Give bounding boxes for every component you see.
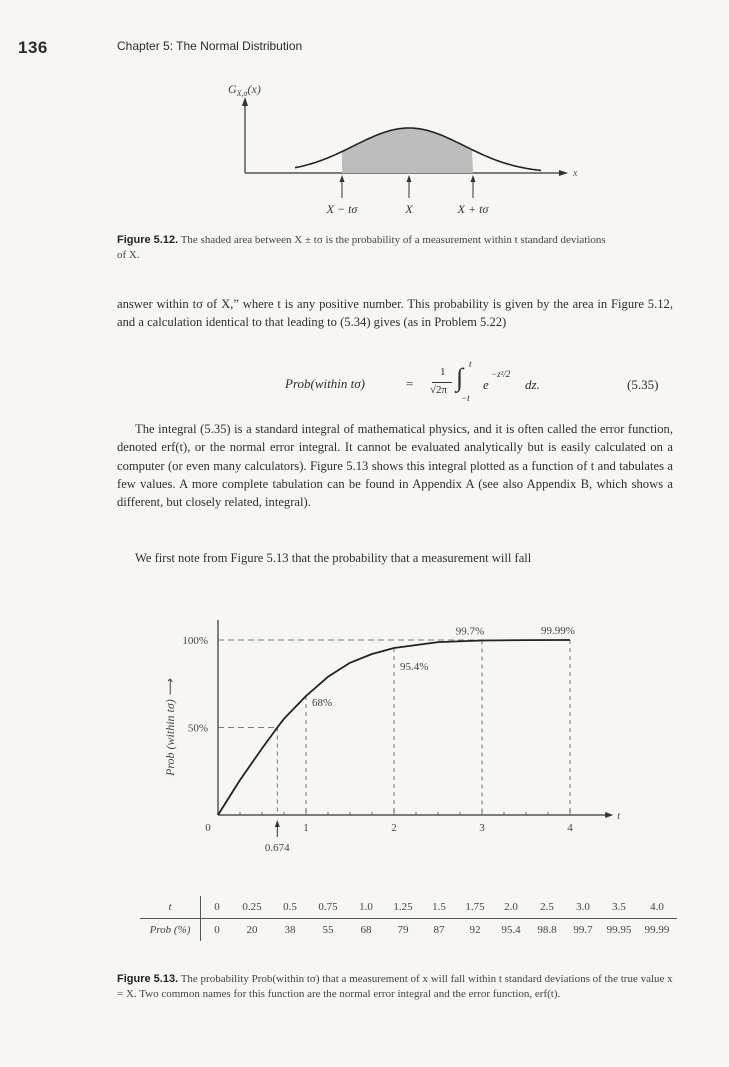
table-cell: 0 [214,924,220,936]
eq-lower-limit: −t [461,393,470,403]
table-cell: 1.75 [465,901,485,913]
paragraph-1: answer within tσ of X,” where t is any positive number. This probability is given by the area in Figure 5.12, and a calculation identical to that leading to (5.34) gives (as in Problem 5.22) [117,297,673,330]
table-cell: 87 [433,924,445,936]
table-cell: 92 [469,924,481,936]
x-tick-label: 2 [391,822,397,834]
table-cell: 3.0 [576,901,590,913]
y-axis-label: Prob (within tσ) ⟶ [163,678,177,777]
table-cell: 68 [360,924,372,936]
eq-lhs: Prob(within tσ) [285,376,365,391]
fig512-xlabel: x [573,168,578,179]
figure-5-13-label: Figure 5.13. [117,973,179,985]
page-number: 136 [18,38,48,57]
y-tick-label: 100% [182,635,208,647]
chart-layer [163,620,620,854]
running-head-chapter: Chapter 5: The Normal Distribution [117,39,303,53]
eq-integral-sign: ∫ [456,363,464,392]
table-cell: 55 [322,924,334,936]
paragraph-2: The integral (5.35) is a standard integral of mathematical physics, and it is often called the error function, denoted erf(t), or the normal error integral. It cannot be evaluated analytically but is easily calculated on a computer (or even many calculators). Figure 5.13 shows this integral plotted as a function of t and tabulates a few values. A more complete tabulation can be found in Appendix A (see also Appendix B, which shows a different, but closely related, integral). [117,422,673,510]
table-cell: 0.25 [242,901,262,913]
marker-0674-label: 0.674 [264,842,290,854]
fig512-mark-center-arrow [407,175,412,182]
values-table [140,896,677,941]
table-cell: 1.5 [432,901,446,913]
x-tick-label: 0 [205,822,211,834]
eq-number: (5.35) [627,377,659,392]
fig512-label-center: X [405,202,413,216]
table-cell: 98.8 [537,924,557,936]
table-cell: 20 [246,924,258,936]
eq-frac-num: 1 [440,366,446,378]
fig512-x-arrow [559,170,568,176]
table-cell: 0.75 [318,901,338,913]
marker-0674-arrow [275,820,280,827]
eq-equals: = [406,376,414,391]
fig512-mark-right-arrow [471,175,476,182]
figure-5-12-gaussian [0,0,729,240]
fig512-label-left: X − tσ [326,202,358,216]
figure-5-13-caption [117,972,677,1002]
table-cell: 99.7 [573,924,593,936]
table-cell: 99.95 [606,924,632,936]
table-row-t [140,896,677,919]
annotation-label: 95.4% [400,661,429,674]
figure-5-12-label: Figure 5.12. [117,234,179,246]
fig512-label-right: X + tσ [457,202,489,216]
paragraph-3: We first note from Figure 5.13 that the probability that a measurement will fall [135,551,532,565]
table-cell: 0 [214,901,220,913]
table-cell: 1.25 [393,901,413,913]
x-axis-label: t [617,811,620,822]
table-cell: 4.0 [650,901,664,913]
table-cell: 99.99 [644,924,670,936]
annotation-label: 99.99% [541,625,575,638]
fig512-ylabel: $G_{X,\sigma}(x)$ [228,82,261,98]
table-cell: 2.5 [540,901,554,913]
figure-5-12-caption [117,233,617,263]
eq-dz: dz. [525,377,540,392]
table-row-label: Prob (%) [140,919,201,942]
fig512-mark-left-arrow [340,175,345,182]
figure-5-13-chart [0,590,729,870]
eq-upper-limit: t [469,359,472,369]
table-cell: 79 [397,924,409,936]
table-cell: 38 [284,924,296,936]
table-row-label: t [140,896,201,919]
eq-frac-bar [432,382,452,383]
fig512-y-arrow [242,97,248,106]
x-tick-label: 4 [567,822,573,834]
annotation-label: 68% [312,697,333,709]
table-cell: 2.0 [504,901,518,913]
x-tick-label: 1 [303,822,309,834]
table-cell: 95.4 [501,924,521,936]
table-cell: 3.5 [612,901,626,913]
eq-integrand: e [483,377,489,392]
table-row-prob [140,919,677,942]
figure-5-13-caption-text: The probability Prob(within tσ) that a measurement of x will fall within t standard deviations of the true value x = X. Two common names for this function are the normal error integral and the error function, erf(t). [117,973,673,1000]
table-cell: 1.0 [359,901,373,913]
eq-exponent: −z²/2 [491,369,511,379]
fig512-shaded-area [342,128,473,173]
x-tick-label: 3 [479,822,485,834]
y-tick-label: 50% [187,722,208,735]
table-cell: 0.5 [283,901,297,913]
eq-frac-den: √2π [430,384,448,396]
x-axis-arrow [605,812,613,818]
figure-5-12-caption-text: The shaded area between X ± tσ is the probability of a measurement within t standard deviations of X. [117,234,606,261]
annotation-label: 99.7% [455,625,485,638]
